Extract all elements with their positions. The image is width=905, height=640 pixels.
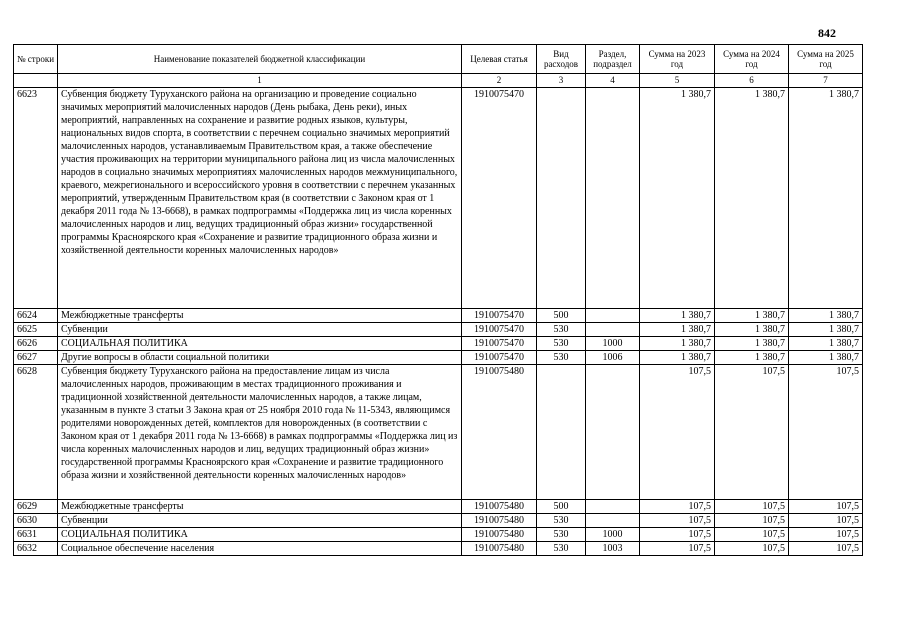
row-sum-2023: 1 380,7 — [640, 88, 715, 309]
row-sum-2023: 1 380,7 — [640, 351, 715, 365]
table-row — [14, 528, 863, 542]
row-name: Субвенция бюджету Туруханского района на предоставление лицам из числа малочисленных народов, проживающим в местах традиционного проживания и традиционной хозяйственной деятельности малочисленных народов, а также лицам, указанным в пункте 3 статьи 3 Закона края от 25 ноября 2010 года № 11-5343, являющимся родителями новорожденных детей, комплектов для новорожденных (в соответствии с Законом края от 1 декабря 2011 года № 13-6668) в рамках подпрограммы «Поддержка лиц из числа коренных малочисленных народов и лиц, ведущих традиционный образ жизни» государственной программы Красноярского края «Сохранение и развитие традиционного образа жизни и хозяйственной деятельности коренных малочисленных народов» — [58, 365, 462, 500]
row-sum-2025: 1 380,7 — [789, 323, 863, 337]
row-number: 6628 — [14, 365, 58, 500]
row-section — [586, 365, 640, 500]
column-number: 2 — [462, 74, 537, 88]
row-sum-2023: 107,5 — [640, 365, 715, 500]
column-number: 7 — [789, 74, 863, 88]
page-number: 842 — [818, 26, 836, 40]
row-kind: 500 — [537, 500, 586, 514]
column-number: 6 — [715, 74, 789, 88]
row-sum-2024: 107,5 — [715, 365, 789, 500]
row-target-code: 1910075470 — [462, 351, 537, 365]
row-sum-2023: 1 380,7 — [640, 337, 715, 351]
row-name: СОЦИАЛЬНАЯ ПОЛИТИКА — [58, 337, 462, 351]
row-target-code: 1910075470 — [462, 337, 537, 351]
row-name: Субвенции — [58, 323, 462, 337]
row-section: 1003 — [586, 542, 640, 556]
row-target-code: 1910075470 — [462, 88, 537, 309]
header-sum-2025: Сумма на 2025 год — [789, 45, 863, 74]
row-kind: 530 — [537, 514, 586, 528]
row-number: 6629 — [14, 500, 58, 514]
row-sum-2024: 1 380,7 — [715, 88, 789, 309]
column-number: 5 — [640, 74, 715, 88]
row-sum-2024: 1 380,7 — [715, 309, 789, 323]
row-name: Субвенция бюджету Туруханского района на организацию и проведение социально значимых мероприятий малочисленных народов (День рыбака, День реки), иных мероприятий, направленных на сохранение и развитие родных языков, культуры, национальных видов спорта, в соответствии с перечнем социально значимых мероприятий малочисленных народов, устанавливаемым Правительством края, а также обеспечение участия проживающих на территории муниципального района лиц из числа малочисленных народов в социально значимых мероприятиях малочисленных народов межмуниципального, краевого, межрегионального и всероссийского уровня в соответствии с перечнем указанных мероприятий, утвержденным Правительством края (в соответствии с Законом края от 1 декабря 2011 года № 13-6668), в рамках подпрограммы «Поддержка лиц из числа коренных малочисленных народов и лиц, ведущих традиционный образ жизни» государственной программы Красноярского края «Сохранение и развитие традиционного образа жизни и хозяйственной деятельности коренных малочисленных народов» — [58, 88, 462, 309]
header-sum-2024: Сумма на 2024 год — [715, 45, 789, 74]
table-row — [14, 542, 863, 556]
row-number: 6632 — [14, 542, 58, 556]
budget-table — [13, 44, 863, 556]
row-target-code: 1910075480 — [462, 528, 537, 542]
row-target-code: 1910075480 — [462, 542, 537, 556]
row-kind: 530 — [537, 542, 586, 556]
row-name: Межбюджетные трансферты — [58, 309, 462, 323]
row-section — [586, 88, 640, 309]
row-number: 6623 — [14, 88, 58, 309]
row-sum-2024: 1 380,7 — [715, 351, 789, 365]
table-row — [14, 365, 863, 500]
row-kind: 500 — [537, 309, 586, 323]
row-kind: 530 — [537, 351, 586, 365]
row-sum-2025: 107,5 — [789, 365, 863, 500]
row-sum-2025: 107,5 — [789, 500, 863, 514]
row-sum-2024: 107,5 — [715, 514, 789, 528]
row-target-code: 1910075480 — [462, 514, 537, 528]
row-section: 1006 — [586, 351, 640, 365]
row-sum-2023: 107,5 — [640, 500, 715, 514]
row-number: 6627 — [14, 351, 58, 365]
row-sum-2023: 107,5 — [640, 514, 715, 528]
row-number: 6631 — [14, 528, 58, 542]
row-section — [586, 309, 640, 323]
header-section: Раздел, подраздел — [586, 45, 640, 74]
row-sum-2025: 1 380,7 — [789, 309, 863, 323]
row-sum-2025: 107,5 — [789, 542, 863, 556]
row-sum-2024: 107,5 — [715, 542, 789, 556]
column-number: 4 — [586, 74, 640, 88]
row-sum-2023: 107,5 — [640, 542, 715, 556]
row-target-code: 1910075480 — [462, 365, 537, 500]
header-target: Целевая статья — [462, 45, 537, 74]
row-target-code: 1910075470 — [462, 323, 537, 337]
row-sum-2024: 1 380,7 — [715, 323, 789, 337]
header-row-no: № строки — [14, 45, 58, 74]
row-section: 1000 — [586, 528, 640, 542]
column-number: 1 — [58, 74, 462, 88]
row-sum-2025: 1 380,7 — [789, 88, 863, 309]
row-number: 6626 — [14, 337, 58, 351]
row-number: 6624 — [14, 309, 58, 323]
row-section — [586, 323, 640, 337]
header-name: Наименование показателей бюджетной классификации — [58, 45, 462, 74]
table-row — [14, 351, 863, 365]
row-sum-2025: 107,5 — [789, 514, 863, 528]
row-sum-2023: 1 380,7 — [640, 323, 715, 337]
row-name: Другие вопросы в области социальной политики — [58, 351, 462, 365]
row-sum-2025: 1 380,7 — [789, 351, 863, 365]
row-number: 6625 — [14, 323, 58, 337]
table-row — [14, 323, 863, 337]
row-sum-2024: 107,5 — [715, 528, 789, 542]
row-name: Социальное обеспечение населения — [58, 542, 462, 556]
table-row — [14, 309, 863, 323]
row-target-code: 1910075480 — [462, 500, 537, 514]
row-name: Субвенции — [58, 514, 462, 528]
row-name: Межбюджетные трансферты — [58, 500, 462, 514]
row-kind — [537, 88, 586, 309]
row-sum-2023: 1 380,7 — [640, 309, 715, 323]
row-section — [586, 500, 640, 514]
row-name: СОЦИАЛЬНАЯ ПОЛИТИКА — [58, 528, 462, 542]
row-kind: 530 — [537, 337, 586, 351]
column-number-blank — [14, 74, 58, 88]
row-kind: 530 — [537, 323, 586, 337]
table-row — [14, 88, 863, 309]
row-sum-2024: 1 380,7 — [715, 337, 789, 351]
header-row — [14, 45, 863, 74]
row-kind: 530 — [537, 528, 586, 542]
row-sum-2024: 107,5 — [715, 500, 789, 514]
row-kind — [537, 365, 586, 500]
row-sum-2025: 107,5 — [789, 528, 863, 542]
column-number: 3 — [537, 74, 586, 88]
row-section — [586, 514, 640, 528]
row-section: 1000 — [586, 337, 640, 351]
row-number: 6630 — [14, 514, 58, 528]
table-row — [14, 500, 863, 514]
table-row — [14, 337, 863, 351]
row-target-code: 1910075470 — [462, 309, 537, 323]
header-kind: Вид расходов — [537, 45, 586, 74]
table-row — [14, 514, 863, 528]
row-sum-2025: 1 380,7 — [789, 337, 863, 351]
header-sum-2023: Сумма на 2023 год — [640, 45, 715, 74]
row-sum-2023: 107,5 — [640, 528, 715, 542]
column-number-row — [14, 74, 863, 88]
